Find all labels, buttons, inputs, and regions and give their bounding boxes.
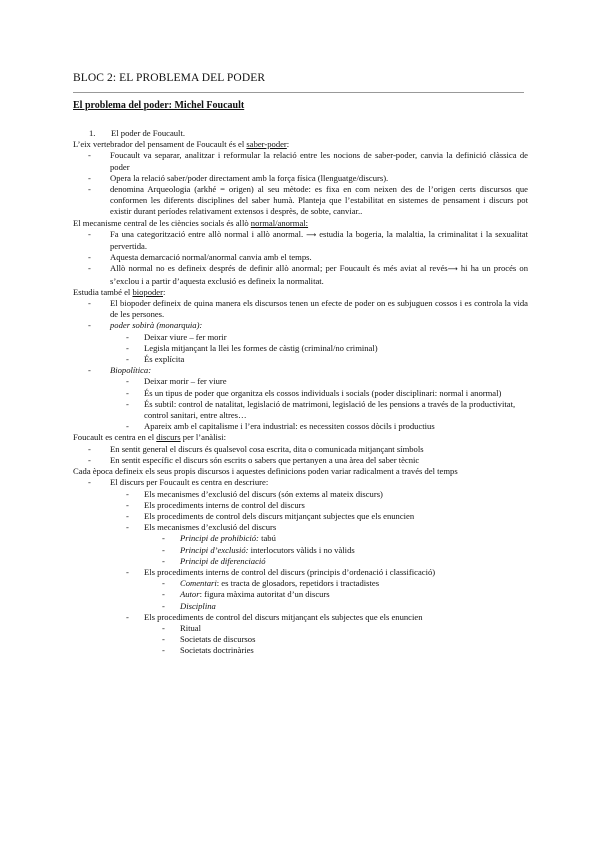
document-subtitle: El problema del poder: Michel Foucault	[73, 100, 245, 111]
italic-term: Principi de diferenciació	[180, 555, 266, 566]
list-item: - Legisla mitjançant la llei les formes de càstig (criminal/no criminal)	[144, 343, 528, 354]
list-item: - Els mecanismes d’exclusió del discurs (són extems al mateix discurs)	[144, 489, 528, 500]
list-item	[180, 601, 528, 612]
list-item	[180, 533, 528, 544]
list-item: - Aquesta demarcació normal/anormal canvia amb el temps.	[110, 252, 528, 263]
list-item-text: Els procediments interns de control del discurs (principis d’ordenació i classificació)	[144, 566, 436, 577]
text: interlocutors vàlids i no vàlids	[248, 544, 355, 555]
list-item	[110, 365, 528, 432]
arrow-icon: ⟶	[306, 230, 317, 239]
text: per l’anàlisi:	[180, 432, 226, 443]
list-discurs-foucault	[73, 477, 528, 656]
paragraph-normal-anormal	[73, 218, 528, 229]
list-normal-anormal	[73, 229, 528, 287]
underlined-term: normal/anormal:	[250, 217, 309, 228]
italic-term: Principi d’exclusió:	[180, 544, 249, 555]
list-item	[110, 263, 528, 286]
paragraph-biopoder	[73, 287, 528, 298]
list-item-text: Els procediments de control del discurs mitjançant els subjectes que els enuncien	[144, 611, 423, 622]
list-item: - Opera la relació saber/poder directament amb la força física (llenguatge/discurs).	[110, 173, 528, 184]
text: estudia la bogeria, la malaltia, la criminalitat i la sexualitat pervertida.	[110, 228, 528, 252]
list-item: - En sentit específic el discurs són escrits o sabers que pertanyen a una àrea del saber tècnic	[110, 455, 528, 466]
text: : figura màxima autoritat d’un discurs	[199, 589, 330, 600]
section-heading-text: El poder de Foucault.	[111, 128, 185, 138]
italic-term: Disciplina	[180, 600, 216, 611]
list-item	[110, 320, 528, 365]
list-item	[110, 477, 528, 656]
section-number: 1.	[89, 128, 96, 138]
text: hi ha un procés on s’exclou i a partir d’aquesta exclusió es defineix la normalitat.	[110, 263, 528, 286]
list-item-label: poder sobirà (monarquia):	[110, 320, 203, 331]
list-item: - Ritual	[180, 623, 528, 634]
italic-term: Comentari	[180, 578, 217, 589]
list-saber-poder	[73, 150, 528, 217]
sublist-exclusio	[144, 533, 528, 567]
list-item-label: Biopolítica:	[110, 365, 152, 376]
underlined-term: discurs	[156, 432, 181, 443]
text: Fa una categorització entre allò normal i allò anormal.	[110, 228, 307, 239]
title-divider	[73, 92, 524, 93]
list-item	[180, 545, 528, 556]
list-item: - És subtil: control de natalitat, legislació de matrimoni, legislació de les pensions a través de la productivitat, control sanitari, entre altres…	[144, 399, 528, 421]
document-body	[73, 128, 528, 657]
section-heading	[73, 128, 528, 139]
list-item	[180, 589, 528, 600]
sublist-poder-sobira	[110, 332, 528, 366]
list-item: - És un tipus de poder que organitza els cossos individuals i socials (poder disciplinari: normal i anormal)	[144, 388, 528, 399]
italic-term: Principi de prohibició:	[180, 533, 259, 544]
list-item: - Foucault va separar, analitzar i reformular la relació entre les nocions de saber-poder, canvia la definició clàssica de poder	[110, 150, 528, 172]
list-item: - Els procediments interns de control del discurs	[144, 500, 528, 511]
list-item: - En sentit general el discurs és qualsevol cosa escrita, dita o comunicada mitjançant símbols	[110, 444, 528, 455]
text: El mecanisme central de les ciències socials és allò	[73, 217, 251, 228]
list-item: - Societats de discursos	[180, 634, 528, 645]
text: L’eix vertebrador del pensament de Foucault és el	[73, 139, 247, 150]
list-item: - El biopoder defineix de quina manera els discursos tenen un efecte de poder on es subjuguen cossos i es controla la vida de les persones.	[110, 298, 528, 320]
list-item-text: El discurs per Foucault es centra en descriure:	[110, 477, 269, 488]
paragraph-epoques: Cada època defineix els seus propis discursos i aquestes definicions poden variar radicalment a través del temps	[73, 466, 458, 477]
list-item: - Societats doctrinàries	[180, 645, 528, 656]
sublist-biopolitica	[110, 376, 528, 432]
list-item	[180, 556, 528, 567]
arrow-icon: ⟶	[447, 265, 458, 274]
list-item	[144, 522, 528, 567]
sublist-descriure	[110, 489, 528, 657]
text: tabú	[258, 533, 276, 544]
sublist-control-intern	[144, 578, 528, 612]
list-item	[110, 229, 528, 252]
underlined-term: saber-poder	[246, 139, 287, 150]
italic-term: Autor	[180, 589, 200, 600]
list-item: - denomina Arqueologia (arkhé = origen) al seu mètode: es fixa en com neixen des de l’origen certs discursos que conformen les diferents disciplines del saber humà. Planteja que l’estabilitat en sistemes de pensament i discurs pot existir durant períodes relativament extensos i desprès, de sobte, canviar..	[110, 184, 528, 218]
list-item: - És explícita	[144, 354, 528, 365]
list-item	[144, 567, 528, 612]
list-item	[180, 578, 528, 589]
document-title: BLOC 2: EL PROBLEMA DEL PODER	[73, 72, 266, 84]
list-item: - Els procediments de control dels discurs mitjançant subjectes que els enuncien	[144, 511, 528, 522]
list-item: - Deixar viure – fer morir	[144, 332, 528, 343]
list-biopoder	[73, 298, 528, 432]
list-item: - Deixar morir – fer viure	[144, 376, 528, 387]
paragraph-discurs	[73, 432, 528, 443]
text: Allò normal no es defineix després de definir allò anormal; per Foucault és més aviat al revés	[110, 263, 448, 274]
underlined-term: biopoder	[132, 286, 163, 297]
sublist-subjectes	[144, 623, 528, 657]
text: Estudia també el	[73, 286, 133, 297]
list-item: - Apareix amb el capitalisme i l’era industrial: es necessiten cossos dòcils i productius	[144, 421, 528, 432]
list-discurs	[73, 444, 528, 466]
text: :	[163, 286, 166, 297]
text: Foucault es centra en el	[73, 432, 157, 443]
text: : es tracta de glosadors, repetidors i tractadistes	[216, 578, 380, 589]
paragraph-saber-poder	[73, 139, 528, 150]
list-item	[144, 612, 528, 657]
text: :	[286, 139, 290, 150]
list-item-text: Els mecanismes d’exclusió del discurs	[144, 522, 277, 533]
